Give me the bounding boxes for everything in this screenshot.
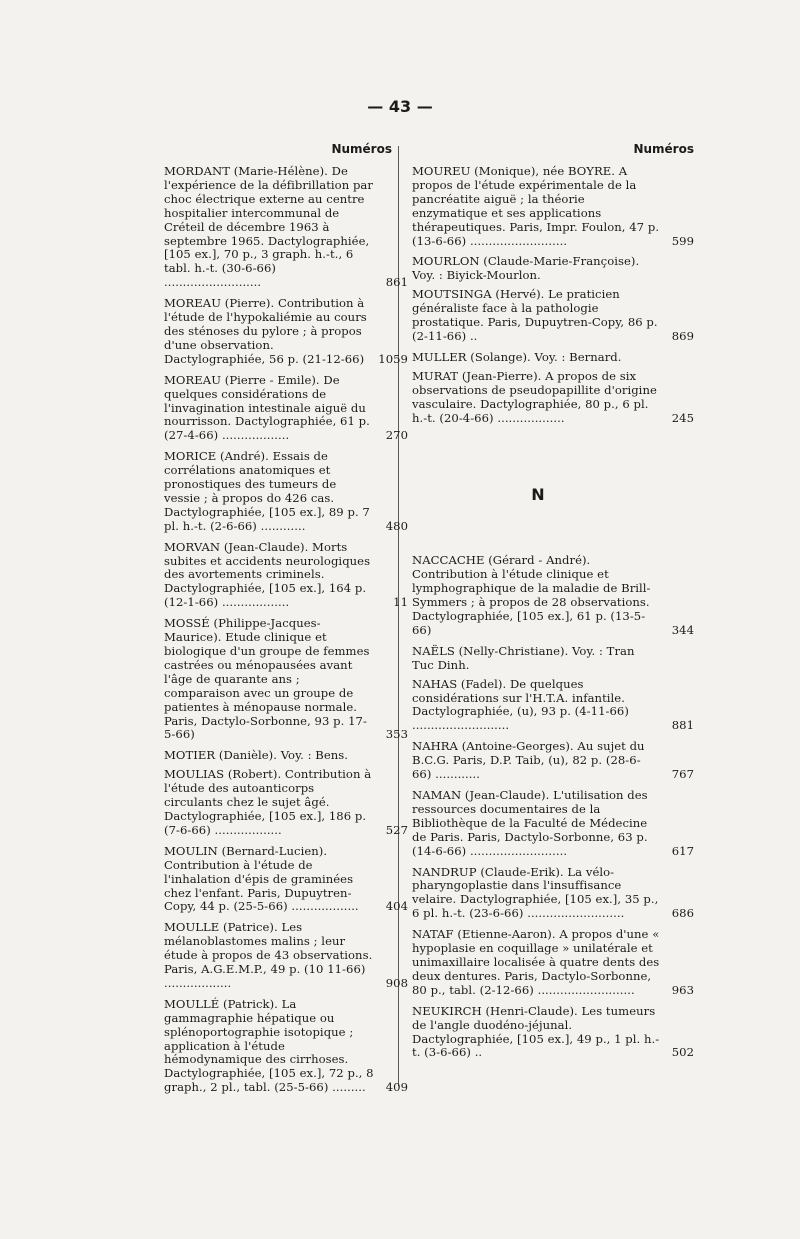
index-entry: MORICE (André). Essais de corrélations anatomiques et pronostiques des tumeurs de vessie ; à propos do 426 cas. Dactylographiée, [105 ex.], 89 p. 7 pl. h.-t. (2-6-66) ............ 480 xyxy=(164,449,408,533)
index-entry: MOSSÉ (Philippe-Jacques-Maurice). Etude clinique et biologique d'un groupe de femmes castrées ou ménopausées avant l'âge de quarante ans ; comparaison avec un groupe de patientes à ménopause normale. Paris, Dactylo-Sorbonne, 93 p. 17-5-66) 353 xyxy=(164,616,408,742)
index-entry: MOULIAS (Robert). Contribution à l'étude des autoanticorps circulants chez le sujet âgé. Dactylographiée, [105 ex.], 186 p. (7-6-66) .................. 527 xyxy=(164,767,408,837)
index-entry: NATAF (Etienne-Aaron). A propos d'une « hypoplasie en coquillage » unilatérale et unimaxillaire localisée à quatre dents des deux dentures. Paris, Dactylo-Sorbonne, 80 p., tabl. (2-12-66) .......................... 963 xyxy=(412,927,694,997)
section-letter: N xyxy=(531,485,545,505)
entry-number: 527 xyxy=(385,822,408,837)
index-entry: MOULLÉ (Patrick). La gammagraphie hépatique ou splénoportographie isotopique ; application à l'étude hémodynamique des cirrhoses. Dactylographiée, [105 ex.], 72 p., 8 graph., 2 pl., tabl. (25-5-66) ......... 409 xyxy=(164,996,408,1095)
index-entry: MOURLON (Claude-Marie-Françoise). Voy. : Biyick-Mourlon. xyxy=(412,254,640,283)
right-column-header: Numéros xyxy=(633,142,694,156)
entry-number: 344 xyxy=(671,622,694,637)
entry-number: 617 xyxy=(671,843,694,858)
index-entry: NAHAS (Fadel). De quelques considérations sur l'H.T.A. infantile. Dactylographiée, (u), 93 p. (4-11-66) .......................... 881 xyxy=(412,676,694,733)
index-entry: MURAT (Jean-Pierre). A propos de six observations de pseudopapillite d'origine vasculaire. Dactylographiée, 80 p., 6 pl. h.-t. (20-4-66) .................. 245 xyxy=(412,368,694,425)
index-entry: MOREAU (Pierre). Contribution à l'étude de l'hypokaliémie au cours des sténoses du pylore ; à propos d'une observation. Dactylographiée, 56 p. (21-12-66) 1059 xyxy=(164,296,408,366)
entry-number: 270 xyxy=(385,428,408,443)
index-entry: MOUTSINGA (Hervé). Le praticien généraliste face à la pathologie prostatique. Paris, Dupuytren-Copy, 86 p. (2-11-66) .. 869 xyxy=(412,287,694,343)
entry-number: 404 xyxy=(385,899,408,914)
index-entry: MOREAU (Pierre - Emile). De quelques considérations de l'invagination intestinale aiguë du nourrisson. Dactylographiée, 61 p. (27-4-66) .................. 270 xyxy=(164,372,408,443)
entry-number: 11 xyxy=(393,595,408,610)
entry-number: 245 xyxy=(671,410,694,425)
index-entry: MOUREU (Monique), née BOYRE. A propos de l'étude expérimentale de la pancréatite aiguë ; la théorie enzymatique et ses applications thérapeutiques. Paris, Impr. Foulon, 47 p. (13-6-66) .......................... 599 xyxy=(412,164,694,248)
index-entry: NAHRA (Antoine-Georges). Au sujet du B.C.G. Paris, D.P. Taib, (u), 82 p. (28-6-66) ............ 767 xyxy=(412,739,694,782)
index-entry: NEUKIRCH (Henri-Claude). Les tumeurs de l'angle duodéno-jéjunal. Dactylographiée, [105 ex.], 49 p., 1 pl. h.-t. (3-6-66) .. 502 xyxy=(412,1003,694,1060)
left-column xyxy=(164,142,408,1102)
index-entry: NAËLS (Nelly-Christiane). Voy. : Tran Tuc Dinh. xyxy=(412,643,635,672)
entry-number: 767 xyxy=(671,767,694,782)
entry-number: 908 xyxy=(385,975,408,990)
index-entry: NACCACHE (Gérard - André). Contribution à l'étude clinique et lymphographique de la maladie de Brill-Symmers ; à propos de 28 observations. Dactylographiée, [105 ex.], 61 p. (13-5-66) 344 xyxy=(412,553,694,637)
index-entry: MORDANT (Marie-Hélène). De l'expérience de la défibrillation par choc électrique externe au centre hospitalier intercommunal de Créteil de décembre 1963 à septembre 1965. Dactylographiée, [105 ex.], 70 p., 3 graph. h.-t., 6 tabl. h.-t. (30-6-66) .......................... 861 xyxy=(164,164,408,290)
page-number: — 43 — xyxy=(367,97,433,116)
index-entry: NAMAN (Jean-Claude). L'utilisation des ressources documentaires de la Bibliothèque de la Faculté de Médecine de Paris. Paris, Dactylo-Sorbonne, 63 p. (14-6-66) .......................... 617 xyxy=(412,788,694,858)
entry-number: 502 xyxy=(671,1045,694,1060)
entry-number: 881 xyxy=(671,718,694,733)
index-entry: MOULLE (Patrice). Les mélanoblastomes malins ; leur étude à propos de 43 observations. Paris, A.G.E.M.P., 49 p. (10 11-66) .................. 908 xyxy=(164,920,408,990)
index-entry: MULLER (Solange). Voy. : Bernard. xyxy=(412,349,622,364)
entry-number: 409 xyxy=(385,1080,408,1095)
entry-number: 686 xyxy=(671,906,694,921)
entry-number: 599 xyxy=(671,233,694,248)
entry-number: 869 xyxy=(671,328,694,343)
index-entry: MOULIN (Bernard-Lucien). Contribution à l'étude de l'inhalation d'épis de graminées chez l'enfant. Paris, Dupuytren-Copy, 44 p. (25-5-66) .................. 404 xyxy=(164,843,408,914)
entry-number: 480 xyxy=(385,518,408,533)
entry-number: 963 xyxy=(671,982,694,997)
index-entry: MORVAN (Jean-Claude). Morts subites et accidents neurologiques des avortements criminels. Dactylographiée, [105 ex.], 164 p. (12-1-66) .................. 11 xyxy=(164,539,408,610)
entry-number: 861 xyxy=(385,275,408,290)
right-column xyxy=(412,142,694,1067)
left-column-header: Numéros xyxy=(331,142,392,156)
index-entry: MOTIER (Danièle). Voy. : Bens. xyxy=(164,748,349,763)
entry-number: 1059 xyxy=(378,351,408,366)
index-entry: NANDRUP (Claude-Erik). La vélo-pharyngoplastie dans l'insuffisance velaire. Dactylographiée, [105 ex.], 35 p., 6 pl. h.-t. (23-6-66) .......................... 686 xyxy=(412,864,694,921)
entry-number: 353 xyxy=(385,727,408,742)
